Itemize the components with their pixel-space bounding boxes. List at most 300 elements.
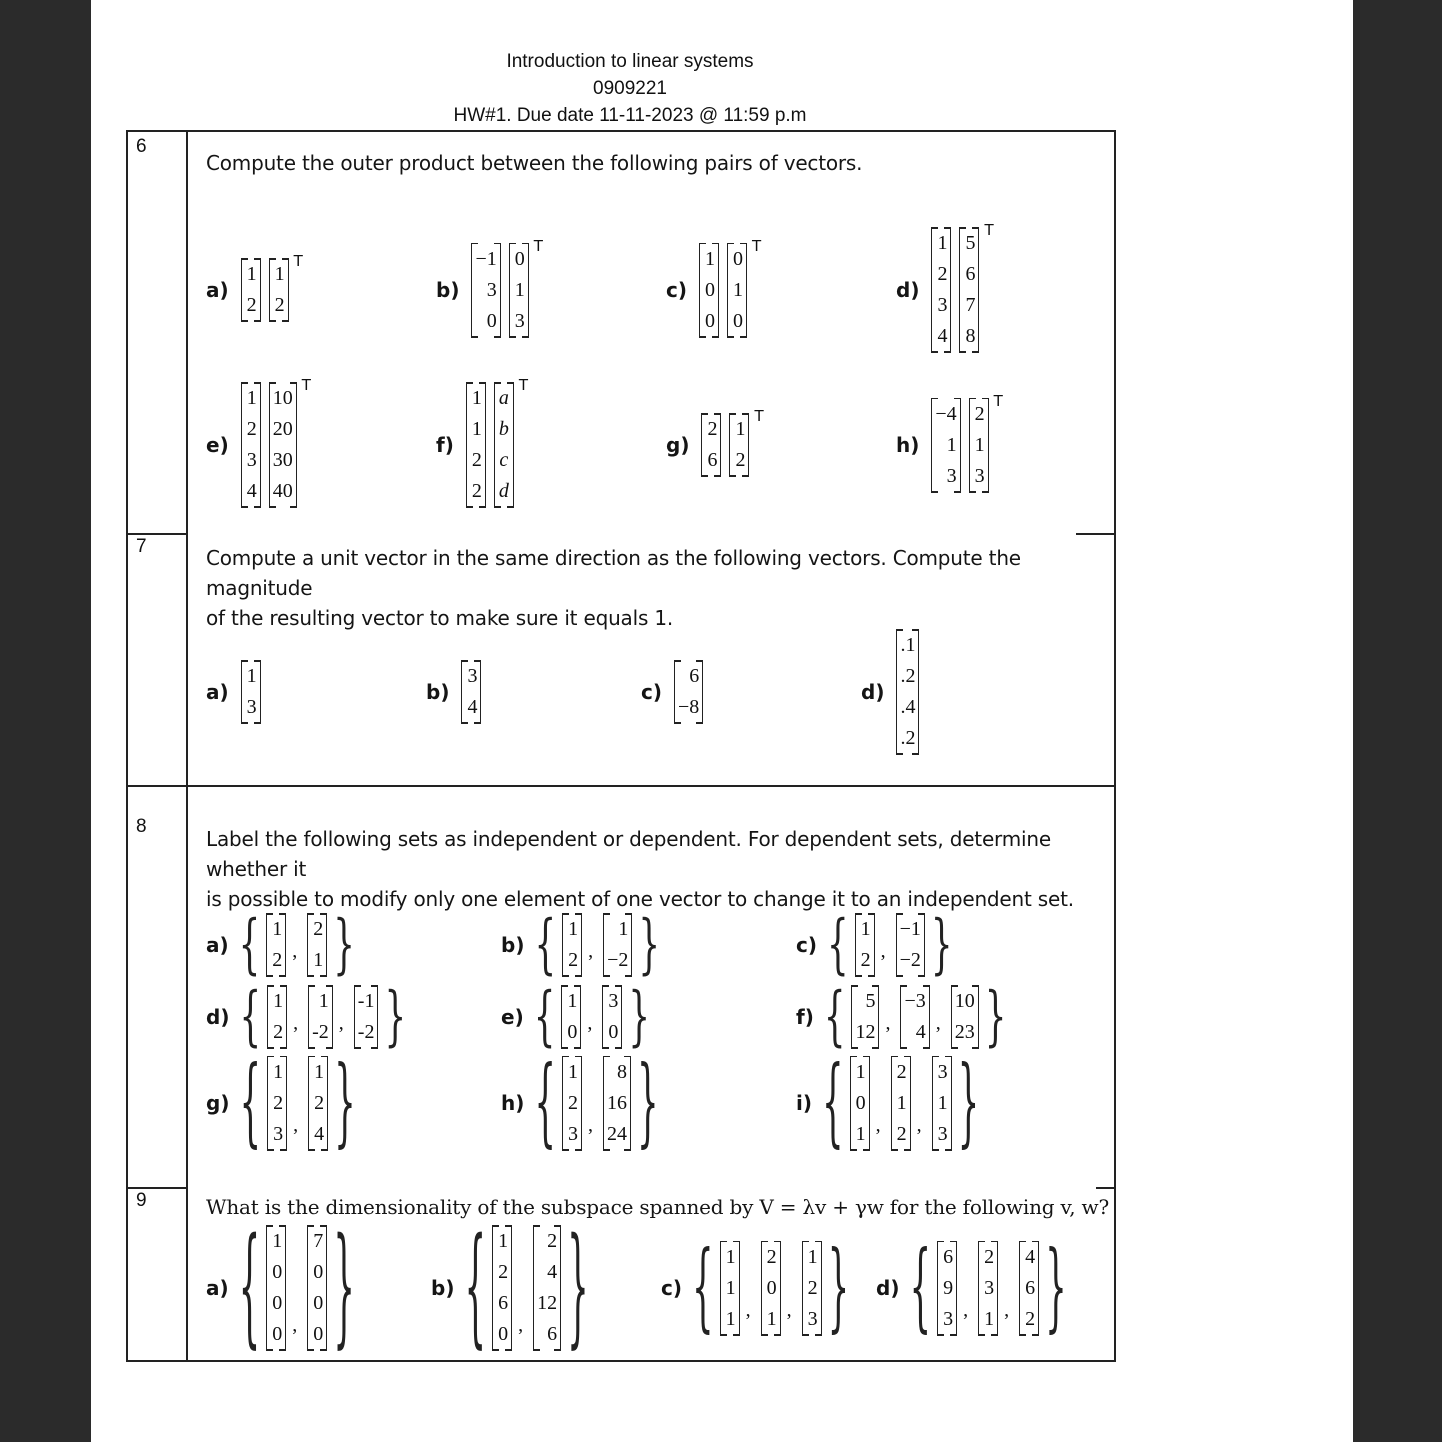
bracket-corner: [872, 1047, 878, 1049]
vector-entry: 1: [705, 247, 715, 270]
comma: ,: [745, 1298, 751, 1321]
vector-entry: 23: [954, 1021, 975, 1043]
vector-entry: 7: [313, 1230, 324, 1252]
problem-item: [206, 660, 265, 724]
vector-entry: 20: [272, 418, 293, 440]
vector-entry: 1: [896, 1091, 907, 1114]
bracket-corner: [868, 913, 874, 915]
vector-entry: 1: [946, 433, 957, 456]
vector-entry: .2: [900, 665, 916, 687]
vector-entry: 24: [607, 1122, 628, 1145]
bracket-corner: [991, 1241, 997, 1243]
bracket-corner: [1020, 1241, 1026, 1243]
column-vector: [269, 382, 297, 508]
vector-entry: 1: [498, 1230, 509, 1252]
left-brace: {: [823, 979, 846, 1055]
left-brace: {: [534, 1046, 557, 1160]
bracket-corner: [604, 913, 610, 915]
prompt-line: Compute a unit vector in the same direction as the following vectors. Compute the magnitude: [206, 546, 1021, 600]
vector-entry: d: [498, 480, 509, 502]
vector-entry: .4: [900, 696, 916, 718]
item-label: a): [206, 278, 229, 302]
bracket-corner: [932, 227, 938, 229]
bracket-corner: [242, 382, 248, 384]
bracket-corner: [522, 336, 528, 338]
vector-entry: 0: [567, 1021, 578, 1043]
bracket-corner: [972, 227, 978, 229]
bracket-corner: [954, 398, 960, 400]
bracket-corner: [267, 975, 273, 977]
vector-entry: 6: [965, 263, 976, 285]
bracket-corner: [355, 985, 361, 987]
vector-entry: 4: [937, 325, 948, 347]
comma: ,: [885, 1012, 891, 1034]
bracket-corner: [803, 1241, 809, 1243]
column-vector: [533, 1225, 561, 1351]
bracket-corner: [856, 913, 862, 915]
bracket-corner: [774, 1241, 780, 1243]
vector-entry: 0: [313, 1292, 324, 1314]
problem-item: [666, 236, 762, 338]
bracket-corner: [242, 320, 248, 322]
bracket-corner: [897, 753, 903, 755]
bracket-corner: [371, 1047, 377, 1049]
problem-item: [206, 376, 311, 508]
item-label: c): [666, 278, 687, 302]
item-label: d): [861, 680, 885, 704]
bracket-corner: [944, 351, 950, 353]
item-label: b): [436, 278, 460, 302]
bracket-corner: [308, 913, 314, 915]
bracket-corner: [923, 985, 929, 987]
column-vector: [959, 227, 979, 353]
column-vector: [492, 1225, 512, 1351]
column-vector: [562, 1056, 582, 1151]
bracket-corner: [851, 1056, 857, 1058]
bracket-corner: [868, 975, 874, 977]
column-vector: [509, 243, 529, 338]
bracket-corner: [254, 722, 260, 724]
vector-entry: 2: [314, 1091, 325, 1114]
column-vector: [494, 382, 514, 508]
item-label: i): [796, 1091, 812, 1115]
vector-entry: 2: [246, 418, 257, 440]
problem-item: [206, 979, 408, 1055]
bracket-corner: [960, 227, 966, 229]
bracket-corner: [938, 1334, 944, 1336]
item-label: c): [796, 933, 817, 957]
comma: ,: [292, 940, 298, 962]
column-vector: [969, 398, 989, 493]
item-label: b): [431, 1276, 455, 1300]
bracket-corner: [290, 506, 296, 508]
transpose-sup: T: [293, 252, 303, 270]
vector-entry: 2: [273, 1021, 284, 1043]
column-vector: [562, 913, 582, 977]
vector-entry: 1: [618, 918, 629, 940]
bracket-corner: [615, 1047, 621, 1049]
column-vector: [354, 985, 379, 1049]
problem-item: [861, 629, 923, 755]
vector-entry: 3: [273, 1122, 284, 1145]
vector-entry: 1: [807, 1245, 818, 1268]
bracket-corner: [534, 1225, 540, 1227]
bracket-corner: [507, 382, 513, 384]
bracket-corner: [742, 475, 748, 477]
bracket-corner: [495, 506, 501, 508]
bracket-corner: [309, 985, 315, 987]
vector-entry: 1: [568, 918, 579, 940]
bracket-corner: [740, 243, 746, 245]
bracket-corner: [950, 1241, 956, 1243]
item-label: b): [501, 933, 525, 957]
column-vector: [308, 985, 333, 1049]
column-vector: [802, 1241, 822, 1336]
bracket-corner: [462, 660, 468, 662]
bracket-corner: [320, 1349, 326, 1351]
item-label: b): [426, 680, 450, 704]
vector-entry: 3: [937, 294, 948, 316]
column-vector: [701, 413, 721, 477]
vector-entry: 1: [274, 263, 285, 285]
bracket-corner: [494, 243, 500, 245]
vector-entry: 4: [1025, 1245, 1036, 1268]
vector-entry: 1: [471, 387, 482, 409]
problem-item: [501, 979, 652, 1055]
vector-entry: 1: [855, 1060, 866, 1083]
column-vector: [978, 1241, 998, 1336]
bracket-corner: [270, 382, 276, 384]
vector-entry: 0: [313, 1261, 324, 1283]
column-vector: [466, 382, 486, 508]
bracket-corner: [371, 985, 377, 987]
item-label: a): [206, 1276, 229, 1300]
bracket-corner: [493, 1349, 499, 1351]
bracket-corner: [852, 1047, 858, 1049]
bracket-corner: [892, 1149, 898, 1151]
bracket-corner: [624, 1149, 630, 1151]
vector-entry: 1: [246, 387, 257, 409]
vector-entry: −2: [607, 949, 629, 971]
bracket-corner: [563, 975, 569, 977]
bracket-corner: [242, 660, 248, 662]
column-vector: [931, 398, 960, 493]
vector-entry: 3: [974, 464, 985, 487]
vector-entry: 1: [318, 990, 329, 1012]
bracket-corner: [562, 985, 568, 987]
bracket-corner: [462, 722, 468, 724]
vector-entry: 1: [314, 1060, 325, 1083]
bracket-corner: [493, 1225, 499, 1227]
vector-entry: 2: [707, 418, 718, 440]
bracket-corner: [972, 985, 978, 987]
bracket-corner: [326, 1047, 332, 1049]
bracket-corner: [575, 913, 581, 915]
bracket-corner: [474, 722, 480, 724]
vector-entry: 1: [567, 990, 578, 1012]
bracket-corner: [815, 1241, 821, 1243]
vector-entry: 0: [733, 309, 743, 332]
vector-entry: .1: [900, 634, 916, 656]
bracket-corner: [326, 985, 332, 987]
vector-entry: -1: [357, 990, 375, 1012]
comma: ,: [588, 1113, 594, 1136]
left-brace: {: [239, 1046, 262, 1160]
column-vector: [266, 913, 286, 977]
vector-entry: 3: [486, 278, 497, 301]
bracket-corner: [242, 722, 248, 724]
transpose-sup: T: [518, 376, 529, 394]
bracket-corner: [494, 336, 500, 338]
bracket-corner: [675, 660, 681, 662]
vector-entry: 1: [725, 1245, 736, 1268]
item-label: d): [876, 1276, 900, 1300]
bracket-corner: [254, 382, 260, 384]
bracket-corner: [604, 1149, 610, 1151]
bracket-corner: [712, 336, 718, 338]
right-brace: }: [334, 1046, 356, 1160]
vector-entry: 3: [946, 464, 957, 487]
column-vector: [267, 1056, 287, 1151]
vector-entry: 2: [984, 1245, 995, 1268]
problem-item: [796, 907, 955, 983]
item-label: f): [436, 433, 454, 457]
bracket-corner: [575, 1056, 581, 1058]
vector-entry: 3: [608, 990, 619, 1012]
vector-entry: 1: [937, 232, 948, 254]
bracket-corner: [267, 913, 273, 915]
left-brace: {: [822, 1046, 844, 1160]
comma: ,: [916, 1113, 922, 1136]
vector-entry: 3: [246, 696, 257, 718]
vector-entry: −3: [904, 990, 926, 1012]
item-label: g): [666, 433, 690, 457]
right-brace: }: [628, 979, 650, 1055]
bracket-corner: [945, 1149, 951, 1151]
vector-entry: 2: [568, 949, 579, 971]
item-label: e): [501, 1005, 524, 1029]
course-code: 0909221: [593, 78, 667, 99]
bracket-corner: [733, 1241, 739, 1243]
vector-entry: 6: [1025, 1276, 1036, 1299]
vector-entry: 2: [974, 402, 985, 425]
comma: ,: [587, 1012, 593, 1034]
vector-entry: 0: [313, 1323, 324, 1345]
column-vector: [932, 1056, 952, 1151]
vector-entry: −2: [899, 949, 921, 971]
column-vector: [729, 413, 749, 477]
vector-entry: 3: [984, 1276, 995, 1299]
vector-entry: 2: [807, 1276, 818, 1299]
bracket-corner: [918, 975, 924, 977]
right-brace: }: [957, 1046, 980, 1160]
vector-entry: 0: [272, 1261, 283, 1283]
bracket-corner: [904, 1056, 910, 1058]
bracket-corner: [944, 227, 950, 229]
problem-item: [896, 391, 1003, 493]
bracket-corner: [242, 506, 248, 508]
problem-item: [206, 907, 357, 983]
vector-entry: -2: [357, 1021, 375, 1043]
vector-entry: 1: [273, 1060, 284, 1083]
bracket-corner: [897, 975, 903, 977]
vector-entry: 1: [766, 1307, 777, 1330]
bracket-corner: [254, 258, 260, 260]
bracket-corner: [912, 629, 918, 631]
vector-entry: 3: [246, 449, 257, 471]
vector-entry: 5: [865, 990, 876, 1012]
bracket-corner: [604, 975, 610, 977]
left-brace: {: [692, 1231, 714, 1345]
right-brace: }: [567, 1212, 589, 1364]
bracket-corner: [901, 985, 907, 987]
item-label: g): [206, 1091, 230, 1115]
bracket-corner: [615, 985, 621, 987]
item-label: c): [641, 680, 662, 704]
bracket-corner: [856, 975, 862, 977]
vector-entry: 1: [855, 1122, 866, 1145]
vector-entry: 1: [735, 418, 746, 440]
vector-entry: c: [499, 449, 509, 471]
vector-entry: -2: [312, 1021, 329, 1043]
vector-entry: −1: [899, 918, 921, 940]
right-brace: }: [333, 907, 355, 983]
vector-entry: 1: [725, 1276, 736, 1299]
bracket-corner: [574, 985, 580, 987]
vector-entry: 3: [937, 1122, 948, 1145]
vector-entry: 2: [937, 263, 948, 285]
vector-entry: 1: [471, 418, 482, 440]
bracket-corner: [554, 1349, 560, 1351]
vector-entry: 0: [855, 1091, 866, 1114]
bracket-corner: [872, 985, 878, 987]
problem-item: [206, 252, 303, 322]
left-brace: {: [534, 907, 557, 983]
column-vector: [896, 629, 919, 755]
bracket-corner: [696, 660, 702, 662]
bracket-corner: [991, 1334, 997, 1336]
column-vector: [851, 985, 879, 1049]
vector-entry: 2: [273, 1091, 284, 1114]
question-number: 7: [136, 536, 147, 557]
bracket-corner: [702, 475, 708, 477]
problem-item: [431, 1212, 591, 1364]
bracket-corner: [267, 1225, 273, 1227]
vector-entry: 3: [937, 1060, 948, 1083]
vector-entry: 4: [547, 1261, 558, 1283]
vector-entry: 2: [766, 1245, 777, 1268]
column-vector: [266, 1225, 286, 1351]
bracket-corner: [1032, 1241, 1038, 1243]
bracket-corner: [932, 398, 938, 400]
bracket-corner: [960, 351, 966, 353]
bracket-corner: [534, 1349, 540, 1351]
bracket-corner: [268, 985, 274, 987]
question-number: 8: [136, 816, 147, 837]
bracket-corner: [721, 1241, 727, 1243]
bracket-corner: [279, 975, 285, 977]
vector-entry: 1: [860, 918, 871, 940]
vector-entry: 2: [246, 294, 257, 316]
bracket-corner: [268, 1149, 274, 1151]
bracket-corner: [603, 985, 609, 987]
bracket-corner: [624, 1056, 630, 1058]
vector-entry: 0: [272, 1292, 283, 1314]
column-vector: [267, 985, 287, 1049]
vector-entry: 3: [467, 665, 478, 687]
problem-item: [876, 1231, 1069, 1345]
question-prompt: What is the dimensionality of the subspace spanned by V = λv + γw for the following v, w?: [206, 1195, 1109, 1219]
bracket-corner: [309, 1047, 315, 1049]
bracket-corner: [479, 506, 485, 508]
bracket-corner: [563, 913, 569, 915]
bracket-corner: [897, 913, 903, 915]
vector-entry: 10: [272, 387, 293, 409]
bracket-corner: [270, 506, 276, 508]
column-vector: [241, 258, 261, 322]
item-label: e): [206, 433, 229, 457]
vector-entry: 1: [514, 278, 525, 301]
vector-entry: 40: [272, 480, 293, 502]
vector-entry: 1: [974, 433, 985, 456]
bracket-corner: [728, 336, 734, 338]
bracket-corner: [901, 1047, 907, 1049]
column-vector: [461, 660, 481, 724]
transpose-sup: T: [752, 236, 762, 255]
vector-entry: 6: [547, 1323, 558, 1345]
bracket-corner: [696, 722, 702, 724]
column-vector: [269, 258, 289, 322]
bracket-corner: [308, 1225, 314, 1227]
bracket-corner: [510, 336, 516, 338]
bracket-corner: [863, 1056, 869, 1058]
bracket-corner: [625, 975, 631, 977]
column-vector: [602, 985, 622, 1049]
bracket-corner: [309, 1149, 315, 1151]
bracket-corner: [563, 1149, 569, 1151]
right-brace: }: [333, 1212, 355, 1364]
item-label: h): [896, 433, 920, 457]
problem-item: [796, 1046, 981, 1160]
vector-entry: 2: [272, 949, 283, 971]
column-vector: [307, 913, 327, 977]
left-brace: {: [533, 979, 556, 1055]
comma: ,: [588, 940, 594, 962]
bracket-corner: [728, 243, 734, 245]
vector-entry: 0: [486, 309, 497, 332]
transpose-sup: T: [754, 407, 764, 425]
vector-entry: 2: [1025, 1307, 1036, 1330]
bracket-corner: [472, 336, 478, 338]
problem-item: [641, 660, 707, 724]
comma: ,: [963, 1298, 969, 1321]
bracket-corner: [970, 491, 976, 493]
document-header: [0, 48, 1442, 129]
vector-entry: 2: [735, 449, 746, 471]
left-brace: {: [909, 1231, 932, 1345]
vector-entry: 2: [471, 449, 482, 471]
bracket-corner: [321, 1149, 327, 1151]
bracket-corner: [923, 1047, 929, 1049]
vector-entry: 3: [514, 309, 525, 332]
bracket-corner: [938, 1241, 944, 1243]
column-vector: [674, 660, 703, 724]
bracket-corner: [280, 1149, 286, 1151]
bracket-corner: [730, 475, 736, 477]
bracket-corner: [474, 660, 480, 662]
column-vector: [850, 1056, 870, 1151]
bracket-corner: [270, 258, 276, 260]
